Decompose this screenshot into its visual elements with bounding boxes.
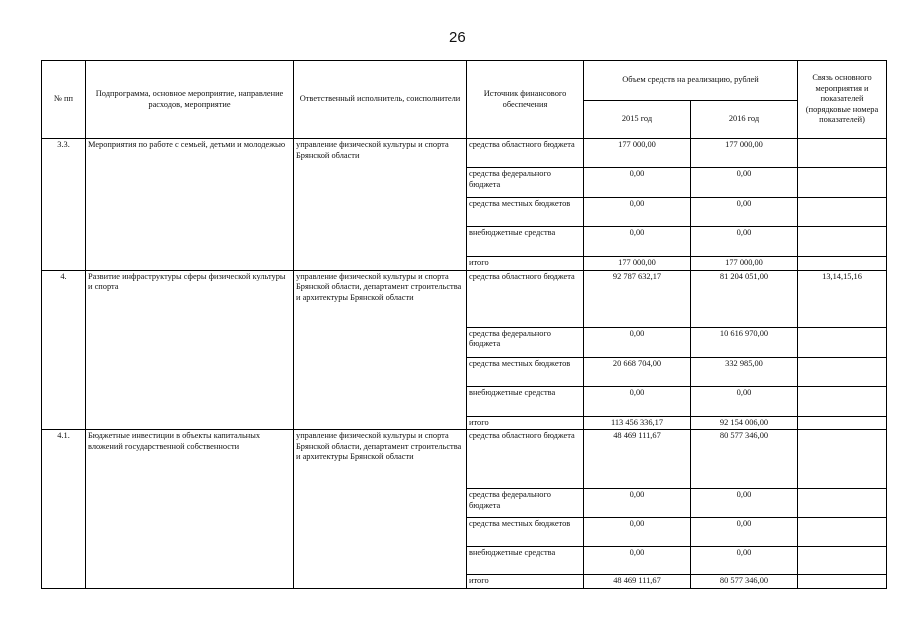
funding-source: средства местных бюджетов bbox=[467, 357, 584, 386]
amount-2015: 0,00 bbox=[584, 386, 691, 416]
amount-2015: 0,00 bbox=[584, 518, 691, 547]
amount-2015: 0,00 bbox=[584, 227, 691, 257]
table-row bbox=[42, 430, 887, 489]
total-label: итого bbox=[467, 257, 584, 271]
amount-2015: 0,00 bbox=[584, 198, 691, 227]
indicator-link bbox=[798, 386, 887, 416]
executor: управление физической культуры и спорта Брянской области, департамент строительства и архитектуры Брянской области bbox=[294, 430, 467, 589]
amount-2016: 80 577 346,00 bbox=[691, 430, 798, 489]
amount-2016: 81 204 051,00 bbox=[691, 270, 798, 327]
header-funds: Объем средств на реализацию, рублей bbox=[584, 61, 798, 101]
amount-2015: 177 000,00 bbox=[584, 257, 691, 271]
page-number: 26 bbox=[449, 29, 466, 46]
funding-source: внебюджетные средства bbox=[467, 386, 584, 416]
amount-2016: 0,00 bbox=[691, 386, 798, 416]
header-number: № пп bbox=[42, 61, 86, 139]
indicator-link bbox=[798, 139, 887, 168]
indicator-link bbox=[798, 518, 887, 547]
amount-2015: 48 469 111,67 bbox=[584, 430, 691, 489]
row-number: 4. bbox=[42, 270, 86, 430]
funding-source: средства местных бюджетов bbox=[467, 198, 584, 227]
amount-2016: 92 154 006,00 bbox=[691, 416, 798, 430]
indicator-link bbox=[798, 227, 887, 257]
funding-source: внебюджетные средства bbox=[467, 227, 584, 257]
table-row bbox=[42, 139, 887, 168]
amount-2016: 0,00 bbox=[691, 518, 798, 547]
funding-source: средства местных бюджетов bbox=[467, 518, 584, 547]
header-source: Источник финансового обеспечения bbox=[467, 61, 584, 139]
indicator-link bbox=[798, 327, 887, 357]
amount-2016: 0,00 bbox=[691, 547, 798, 575]
indicator-link bbox=[798, 575, 887, 589]
indicator-link bbox=[798, 198, 887, 227]
program-name: Бюджетные инвестиции в объекты капитальных вложений государственной собственности bbox=[86, 430, 294, 589]
budget-table bbox=[41, 60, 887, 589]
amount-2015: 20 668 704,00 bbox=[584, 357, 691, 386]
amount-2015: 48 469 111,67 bbox=[584, 575, 691, 589]
indicator-link bbox=[798, 547, 887, 575]
amount-2015: 0,00 bbox=[584, 489, 691, 518]
funding-source: средства федерального бюджета bbox=[467, 489, 584, 518]
indicator-link bbox=[798, 489, 887, 518]
funding-source: средства федерального бюджета bbox=[467, 327, 584, 357]
amount-2016: 332 985,00 bbox=[691, 357, 798, 386]
funding-source: средства областного бюджета bbox=[467, 430, 584, 489]
funding-source: внебюджетные средства bbox=[467, 547, 584, 575]
header-indicators-link: Связь основного мероприятия и показателей (порядковые номера показателей) bbox=[798, 61, 887, 139]
amount-2015: 0,00 bbox=[584, 327, 691, 357]
indicator-link: 13,14,15,16 bbox=[798, 270, 887, 327]
funding-source: средства областного бюджета bbox=[467, 270, 584, 327]
indicator-link bbox=[798, 357, 887, 386]
amount-2016: 0,00 bbox=[691, 198, 798, 227]
header-executor: Ответственный исполнитель, соисполнители bbox=[294, 61, 467, 139]
amount-2015: 92 787 632,17 bbox=[584, 270, 691, 327]
row-number: 4.1. bbox=[42, 430, 86, 589]
amount-2015: 0,00 bbox=[584, 168, 691, 198]
funding-source: средства федерального бюджета bbox=[467, 168, 584, 198]
total-label: итого bbox=[467, 416, 584, 430]
row-number: 3.3. bbox=[42, 139, 86, 271]
amount-2016: 177 000,00 bbox=[691, 257, 798, 271]
amount-2016: 177 000,00 bbox=[691, 139, 798, 168]
amount-2016: 80 577 346,00 bbox=[691, 575, 798, 589]
indicator-link bbox=[798, 416, 887, 430]
table-body bbox=[42, 139, 887, 589]
amount-2016: 10 616 970,00 bbox=[691, 327, 798, 357]
header-year-2015: 2015 год bbox=[584, 101, 691, 139]
indicator-link bbox=[798, 257, 887, 271]
amount-2016: 0,00 bbox=[691, 168, 798, 198]
amount-2016: 0,00 bbox=[691, 227, 798, 257]
header-program: Подпрограмма, основное мероприятие, направление расходов, мероприятие bbox=[86, 61, 294, 139]
funding-source: средства областного бюджета bbox=[467, 139, 584, 168]
table-row bbox=[42, 270, 887, 327]
indicator-link bbox=[798, 168, 887, 198]
amount-2015: 113 456 336,17 bbox=[584, 416, 691, 430]
amount-2015: 177 000,00 bbox=[584, 139, 691, 168]
program-name: Мероприятия по работе с семьей, детьми и молодежью bbox=[86, 139, 294, 271]
indicator-link bbox=[798, 430, 887, 489]
program-name: Развитие инфраструктуры сферы физической культуры и спорта bbox=[86, 270, 294, 430]
header-year-2016: 2016 год bbox=[691, 101, 798, 139]
amount-2015: 0,00 bbox=[584, 547, 691, 575]
total-label: итого bbox=[467, 575, 584, 589]
amount-2016: 0,00 bbox=[691, 489, 798, 518]
executor: управление физической культуры и спорта Брянской области bbox=[294, 139, 467, 271]
executor: управление физической культуры и спорта Брянской области, департамент строительства и архитектуры Брянской области bbox=[294, 270, 467, 430]
